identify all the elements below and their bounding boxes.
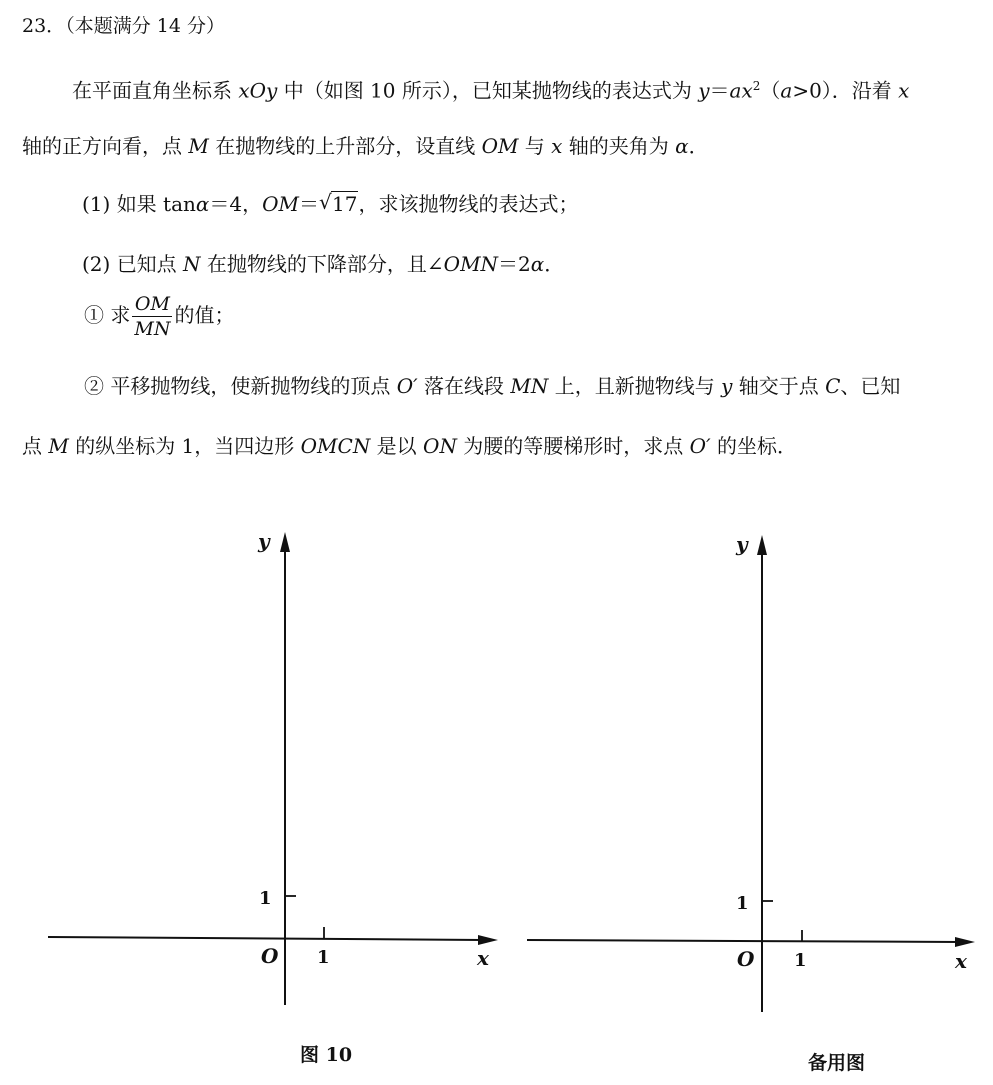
text-run: 在平面直角坐标系	[72, 78, 239, 103]
origin-label: O	[261, 944, 279, 968]
y-axis-label: y	[258, 529, 270, 553]
y-axis-label: y	[736, 532, 748, 556]
angle-omn: OMN	[443, 252, 499, 276]
x-axis-arrow	[955, 937, 975, 947]
exponent: 2	[752, 79, 761, 93]
text-run: ．	[688, 134, 709, 158]
angle-alpha: α	[195, 192, 210, 216]
x-axis-arrow	[478, 935, 498, 945]
equals-sign: ＝	[709, 78, 730, 103]
x-tick-label: 1	[317, 947, 330, 968]
text-run: 的值；	[174, 303, 235, 327]
segment-om: OM	[481, 134, 519, 158]
text-run: >0）．沿着	[792, 78, 899, 103]
text-run: 落在线段	[417, 374, 511, 398]
quadrilateral-omcn: OMCN	[300, 434, 371, 458]
var-x: x	[898, 78, 910, 103]
text-run: ② 平移抛物线，使新抛物线的顶点	[84, 374, 397, 398]
figure-10-caption: 图 10	[300, 1044, 353, 1066]
text-run: 上，且新抛物线与	[548, 374, 722, 398]
segment-mn: MN	[510, 374, 549, 398]
x-axis	[527, 940, 960, 942]
point-m: M	[188, 134, 209, 158]
text-run: ① 求	[84, 303, 131, 327]
y-tick-label: 1	[736, 893, 749, 914]
text-run: ＝4，	[209, 192, 263, 216]
var-x: x	[551, 134, 563, 158]
var-y: y	[698, 78, 710, 103]
point-n: N	[183, 252, 201, 276]
angle-alpha: α	[530, 252, 545, 276]
text-run: 的纵坐标为 1，当四边形	[68, 434, 301, 458]
text-run: ，求该抛物线的表达式；	[358, 192, 579, 216]
x-axis-label: x	[477, 946, 489, 970]
x-axis	[48, 937, 483, 940]
text-run: 在抛物线的上升部分，设直线	[208, 134, 482, 158]
text-run: 是以	[370, 434, 424, 458]
text-run: （	[760, 78, 781, 103]
radical-sign: √	[319, 190, 332, 214]
text-run: 轴的夹角为	[562, 134, 676, 158]
text-run: 的坐标．	[710, 434, 797, 458]
text-run: 在抛物线的下降部分，且∠	[200, 252, 444, 276]
coordinate-system-var: xOy	[238, 78, 278, 103]
segment-on: ON	[423, 434, 457, 458]
backup-figure-caption: 备用图	[808, 1052, 866, 1074]
point-o-prime: O′	[396, 374, 418, 398]
text-run: 点	[22, 434, 49, 458]
problem-number: 23．	[22, 15, 66, 37]
text-run: 中（如图 10 所示），已知某抛物线的表达式为	[277, 78, 699, 103]
text-run: 、已知	[840, 374, 901, 398]
fraction-denominator: MN	[134, 318, 171, 340]
segment-om: OM	[262, 192, 300, 216]
text-run: (1) 如果 tan	[82, 192, 196, 216]
point-o-prime: O′	[689, 434, 711, 458]
text-run: (2) 已知点	[82, 252, 184, 276]
equals-sign: ＝	[299, 192, 320, 216]
text-run: ．	[544, 252, 565, 276]
y-axis-arrow	[757, 535, 767, 555]
text-run: 为腰的等腰梯形时，求点	[456, 434, 690, 458]
y-tick-label: 1	[259, 888, 272, 909]
problem-score: （本题满分 14 分）	[65, 15, 225, 37]
x-tick-label: 1	[794, 950, 807, 971]
x-axis-label: x	[955, 949, 967, 973]
text-run: ＝2	[498, 252, 531, 276]
fraction-numerator: OM	[132, 292, 172, 317]
text-run: 与	[518, 134, 552, 158]
text-run: 轴交于点	[732, 374, 826, 398]
radicand: 17	[332, 192, 358, 216]
point-m: M	[48, 434, 69, 458]
var-a: a	[780, 78, 793, 103]
var-y: y	[721, 374, 733, 398]
var-ax: ax	[729, 78, 753, 103]
figure-backup	[527, 532, 975, 1012]
origin-label: O	[737, 947, 755, 971]
point-c: C	[825, 374, 841, 398]
angle-alpha: α	[675, 134, 689, 158]
text-run: 轴的正方向看，点	[22, 134, 189, 158]
figure-10	[48, 529, 498, 1005]
y-axis-arrow	[280, 532, 290, 552]
